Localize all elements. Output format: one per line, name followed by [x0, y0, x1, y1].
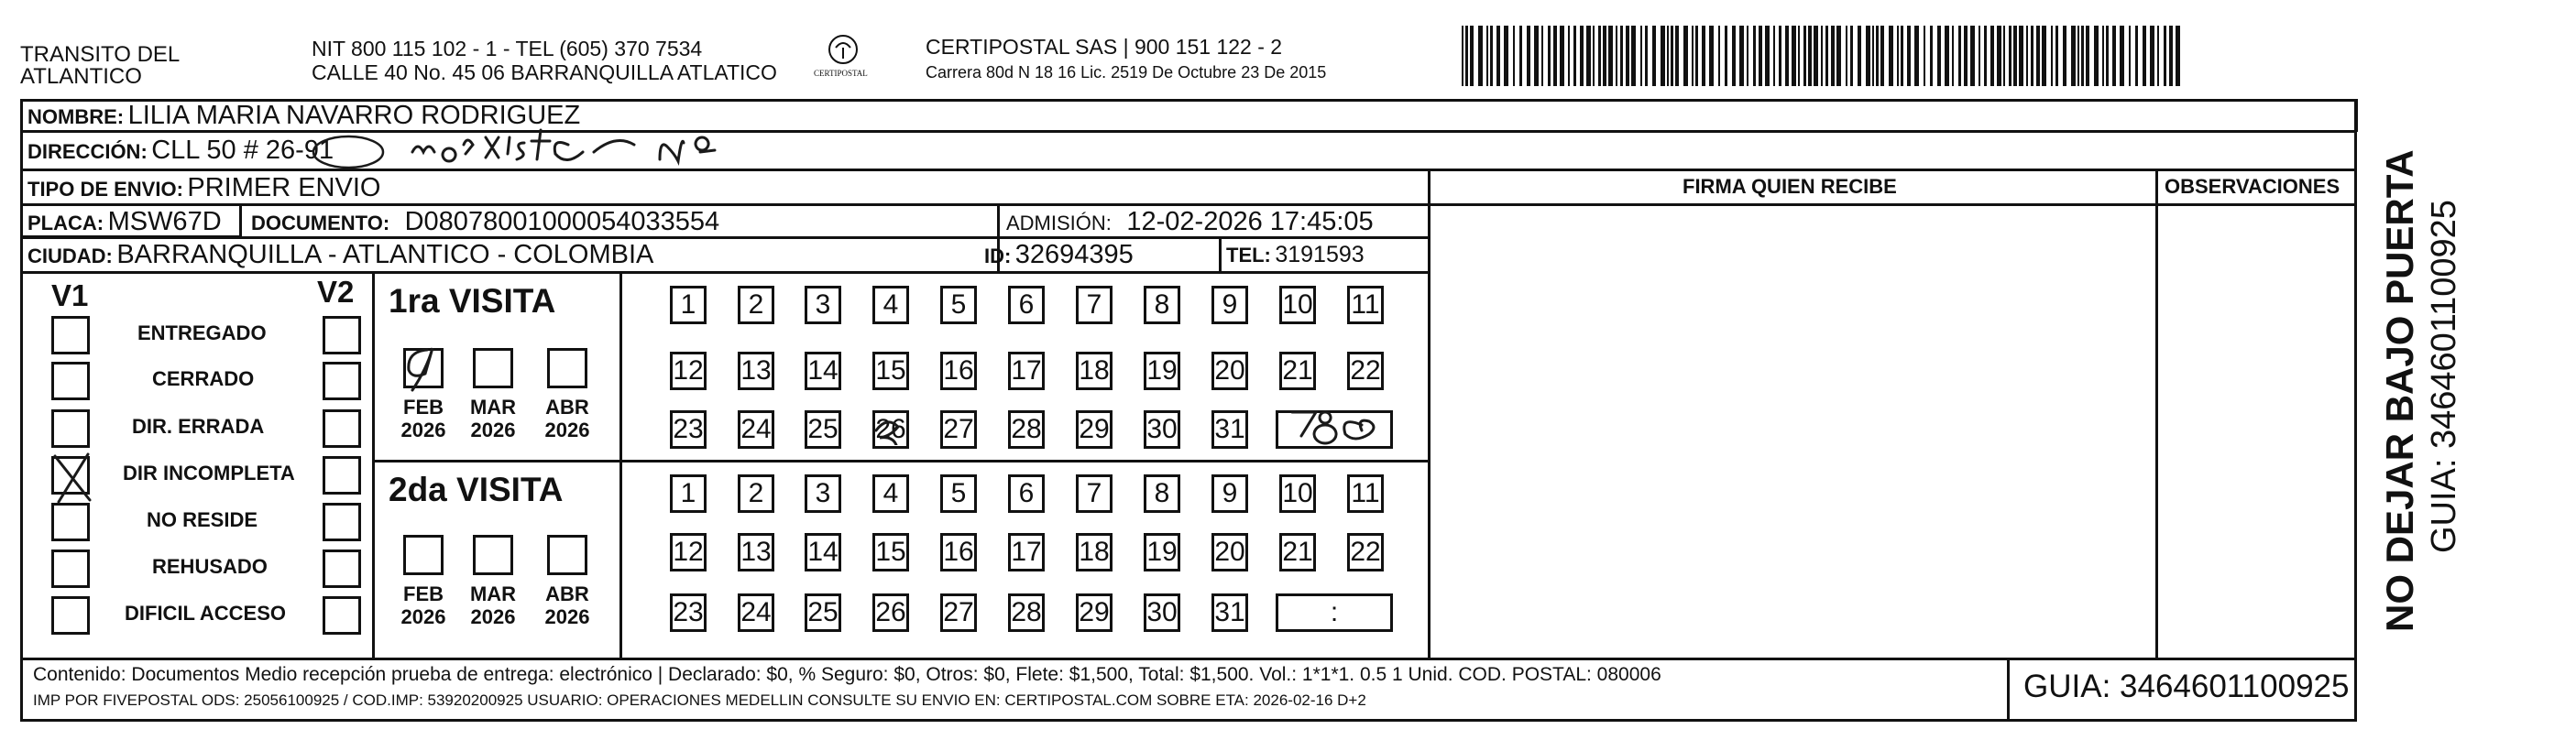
status-label: DIFICIL ACCESO: [125, 602, 287, 625]
status-label: NO RESIDE: [147, 508, 258, 531]
nombre-value: LILIA MARIA NAVARRO RODRIGUEZ: [127, 101, 581, 130]
imp-text: IMP POR FIVEPOSTAL ODS: 25056100925 / COD.IMP: 53920200925 USUARIO: OPERACIONES MEDELLIN CONSULTE SU ENVIO EN: CERTIPOSTAL.COM SOBRE ETA: 2026-02-16 D+2: [33, 691, 1366, 709]
day-box[interactable]: 10: [1279, 474, 1316, 513]
month-name: ABR: [545, 396, 589, 419]
day-box[interactable]: 29: [1076, 593, 1113, 632]
month-name: FEB: [403, 582, 444, 605]
day-box[interactable]: 27: [940, 593, 977, 632]
day-box[interactable]: 17: [1008, 533, 1045, 571]
day-box[interactable]: 31: [1211, 410, 1248, 449]
tel-label: TEL:: [1226, 244, 1271, 267]
day-box[interactable]: 12: [670, 533, 707, 571]
day-box[interactable]: 12: [670, 352, 707, 390]
month-label: [398, 582, 449, 629]
ciudad-value: BARRANQUILLA - ATLANTICO - COLOMBIA: [116, 240, 654, 269]
day-box[interactable]: 19: [1144, 352, 1180, 390]
v1-checkbox[interactable]: [51, 503, 90, 541]
day-box[interactable]: 15: [872, 533, 909, 571]
v2-checkbox[interactable]: [323, 596, 361, 635]
handwritten-time: [1279, 403, 1398, 454]
logo-icon: [797, 33, 889, 86]
day-box[interactable]: 14: [805, 352, 841, 390]
day-box[interactable]: 10: [1279, 286, 1316, 324]
day-box[interactable]: 13: [738, 533, 774, 571]
day-box[interactable]: 2: [738, 474, 774, 513]
id-label: ID:: [984, 245, 1012, 267]
day-box[interactable]: 28: [1008, 593, 1045, 632]
day-box[interactable]: 9: [1211, 474, 1248, 513]
first-visit-title: 1ra VISITA: [389, 282, 556, 320]
day-box[interactable]: 21: [1279, 533, 1316, 571]
day-box[interactable]: 30: [1144, 593, 1180, 632]
month-year: 2026: [544, 419, 590, 442]
ciudad-label: CIUDAD:: [27, 245, 113, 267]
time-box[interactable]: :: [1276, 593, 1393, 632]
month-name: MAR: [469, 396, 517, 419]
handwritten-address-note: [275, 125, 788, 176]
status-label: REHUSADO: [152, 555, 268, 578]
documento-field: [251, 209, 719, 235]
month-name: FEB: [403, 396, 444, 419]
status-label: CERRADO: [152, 367, 255, 390]
v1-checkbox[interactable]: [51, 550, 90, 588]
v2-checkbox[interactable]: [323, 456, 361, 495]
firma-area[interactable]: [1431, 207, 2154, 656]
day-box[interactable]: 23: [670, 593, 707, 632]
day-box[interactable]: 16: [940, 352, 977, 390]
day-box[interactable]: 5: [940, 286, 977, 324]
day-box[interactable]: 25: [805, 410, 841, 449]
day-box[interactable]: 8: [1144, 474, 1180, 513]
day-box[interactable]: 4: [872, 474, 909, 513]
org-name-line2: ATLANTICO: [20, 64, 142, 89]
day-box[interactable]: 7: [1076, 286, 1113, 324]
mark-feb-2026: [400, 346, 455, 397]
v2-checkbox[interactable]: [323, 362, 361, 400]
checkbox-mark-dir-incompleta: [49, 452, 97, 504]
day-box[interactable]: 3: [805, 474, 841, 513]
day-box[interactable]: 14: [805, 533, 841, 571]
month-label: [542, 582, 593, 629]
side-guia: GUIA: 3464601100925: [2425, 200, 2463, 553]
barcode-icon: [1462, 26, 2186, 90]
day-box[interactable]: 5: [940, 474, 977, 513]
direccion-label: DIRECCIÓN:: [27, 140, 148, 163]
admision-field: [1006, 209, 1374, 235]
v2-label: V2: [317, 275, 355, 309]
placa-value: MSW67D: [107, 207, 222, 236]
admision-value: 12-02-2026 17:45:05: [1126, 207, 1374, 236]
day-box[interactable]: 11: [1347, 474, 1384, 513]
tel-value: 3191593: [1275, 242, 1365, 267]
status-label: ENTREGADO: [137, 321, 267, 344]
day-box[interactable]: 24: [738, 593, 774, 632]
month-label: [467, 582, 519, 629]
v2-checkbox[interactable]: [323, 316, 361, 354]
address-line: CALLE 40 No. 45 06 BARRANQUILLA ATLATICO: [312, 60, 777, 84]
month-year: 2026: [400, 419, 446, 442]
day-box[interactable]: 31: [1211, 593, 1248, 632]
day-box[interactable]: 22: [1347, 352, 1384, 390]
observaciones-area[interactable]: [2159, 207, 2353, 656]
month-name: MAR: [469, 582, 517, 605]
second-visit-title: 2da VISITA: [389, 471, 564, 508]
documento-value: D08078001000054033554: [404, 207, 720, 236]
placa-field: [27, 209, 222, 235]
nombre-label: NOMBRE:: [27, 105, 125, 128]
day-box[interactable]: 17: [1008, 352, 1045, 390]
status-label: DIR INCOMPLETA: [123, 462, 295, 484]
day-box[interactable]: 1: [670, 474, 707, 513]
month-label: [542, 396, 593, 442]
documento-label: DOCUMENTO:: [251, 212, 390, 234]
v1-checkbox[interactable]: [51, 596, 90, 635]
month-year: 2026: [470, 605, 516, 629]
id-field: [984, 242, 1134, 268]
day-box[interactable]: 21: [1279, 352, 1316, 390]
day-box[interactable]: 8: [1144, 286, 1180, 324]
direccion-value: CLL 50 # 26-91: [151, 136, 334, 165]
day-box[interactable]: 18: [1076, 352, 1113, 390]
day-box[interactable]: 30: [1144, 410, 1180, 449]
v2-checkbox[interactable]: [323, 503, 361, 541]
v1-checkbox[interactable]: [51, 316, 90, 354]
day-box[interactable]: 20: [1211, 352, 1248, 390]
v1-checkbox[interactable]: [51, 409, 90, 448]
v1-label: V1: [51, 278, 89, 312]
day-box[interactable]: 6: [1008, 474, 1045, 513]
v1-checkbox[interactable]: [51, 362, 90, 400]
tel-field: [1226, 244, 1365, 267]
v2-checkbox[interactable]: [323, 409, 361, 448]
month-checkbox[interactable]: [473, 535, 513, 575]
day-box[interactable]: 19: [1144, 533, 1180, 571]
observaciones-header: OBSERVACIONES: [2165, 175, 2340, 198]
month-label: [398, 396, 449, 442]
firma-header: FIRMA QUIEN RECIBE: [1683, 175, 1897, 198]
day-box[interactable]: 2: [738, 286, 774, 324]
day-box[interactable]: 16: [940, 533, 977, 571]
month-checkbox[interactable]: [547, 348, 587, 388]
month-checkbox[interactable]: [547, 535, 587, 575]
day-box[interactable]: 29: [1076, 410, 1113, 449]
day-box[interactable]: 7: [1076, 474, 1113, 513]
month-checkbox[interactable]: [473, 348, 513, 388]
day-box[interactable]: 18: [1076, 533, 1113, 571]
month-year: 2026: [400, 605, 446, 629]
ciudad-field: [27, 242, 653, 268]
contenido-text: Contenido: Documentos Medio recepción prueba de entrega: electrónico | Declarado: $0, % Seguro: $0, Otros: $0, Flete: $1,500, Total: $1,500. Vol.: 1*1*1. 0.5 1 Unid. COD. POSTAL: 080006: [33, 664, 1661, 685]
day-box[interactable]: 26: [872, 410, 909, 449]
day-box[interactable]: 22: [1347, 533, 1384, 571]
day-box[interactable]: 27: [940, 410, 977, 449]
day-box[interactable]: 6: [1008, 286, 1045, 324]
certipostal-logo: [797, 33, 889, 86]
day-box[interactable]: 24: [738, 410, 774, 449]
day-box[interactable]: 20: [1211, 533, 1248, 571]
nit-line: NIT 800 115 102 - 1 - TEL (605) 370 7534: [312, 37, 703, 60]
license-line: Carrera 80d N 18 16 Lic. 2519 De Octubre 23 De 2015: [926, 63, 1327, 82]
day-box[interactable]: 3: [805, 286, 841, 324]
day-box[interactable]: 26: [872, 593, 909, 632]
logo-caption: CERTIPOSTAL: [814, 69, 868, 78]
org-name-line1: TRANSITO DEL: [20, 42, 181, 67]
tipo-envio-label: TIPO DE ENVIO:: [27, 178, 183, 201]
day-box[interactable]: 23: [670, 410, 707, 449]
footer-guia: GUIA: 3464601100925: [2023, 669, 2350, 704]
mark-day-26: [872, 414, 905, 445]
day-box[interactable]: 11: [1347, 286, 1384, 324]
tipo-envio-value: PRIMER ENVIO: [187, 173, 381, 202]
id-value: 32694395: [1014, 240, 1134, 269]
company-line: CERTIPOSTAL SAS | 900 151 122 - 2: [926, 35, 1283, 59]
no-dejar-bajo-puerta: NO DEJAR BAJO PUERTA: [2378, 149, 2421, 632]
status-label: DIR. ERRADA: [132, 415, 265, 438]
day-box[interactable]: 9: [1211, 286, 1248, 324]
day-box[interactable]: 1: [670, 286, 707, 324]
day-box[interactable]: 13: [738, 352, 774, 390]
day-box[interactable]: 25: [805, 593, 841, 632]
tipo-envio-field: [27, 175, 380, 201]
month-year: 2026: [470, 419, 516, 442]
admision-label: ADMISIÓN:: [1006, 212, 1112, 234]
month-name: ABR: [545, 582, 589, 605]
day-box[interactable]: 28: [1008, 410, 1045, 449]
v2-checkbox[interactable]: [323, 550, 361, 588]
day-box[interactable]: 4: [872, 286, 909, 324]
month-label: [467, 396, 519, 442]
placa-label: PLACA:: [27, 212, 104, 234]
day-box[interactable]: 15: [872, 352, 909, 390]
month-year: 2026: [544, 605, 590, 629]
month-checkbox[interactable]: [403, 535, 444, 575]
